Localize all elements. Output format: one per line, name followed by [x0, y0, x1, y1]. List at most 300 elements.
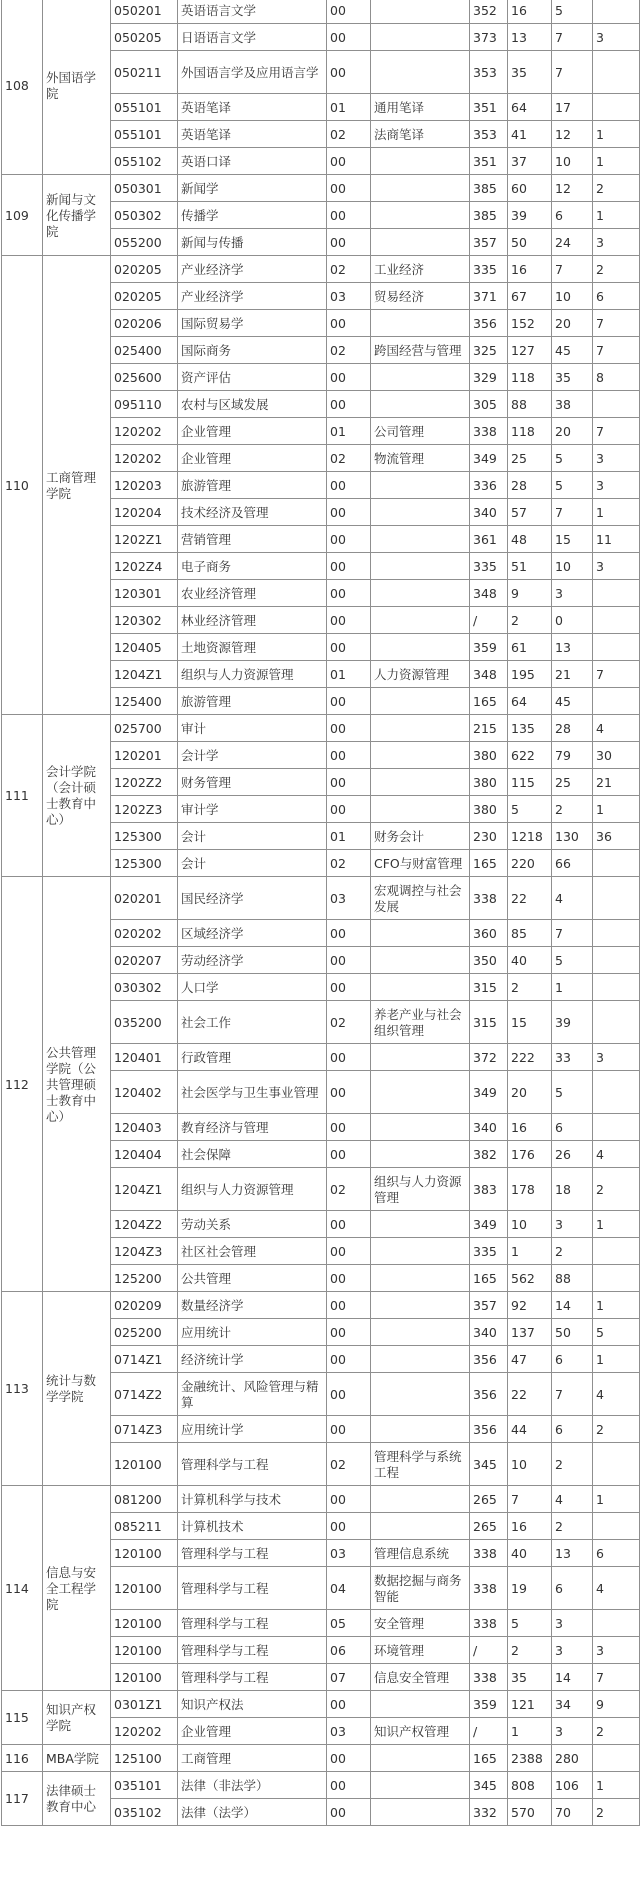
applicants-cell: 20	[508, 1071, 552, 1114]
admitted-cell: 45	[552, 688, 593, 715]
applicants-cell: 64	[508, 688, 552, 715]
applicants-cell: 40	[508, 1540, 552, 1567]
admitted-cell: 5	[552, 0, 593, 24]
major-name-cell: 社会工作	[178, 1001, 327, 1044]
exempt-cell: 1	[593, 1346, 640, 1373]
admitted-cell: 2	[552, 1238, 593, 1265]
min-score-cell: 372	[470, 1044, 508, 1071]
applicants-cell: 2	[508, 607, 552, 634]
major-code-cell: 120201	[111, 742, 178, 769]
exempt-cell	[593, 1443, 640, 1486]
major-name-cell: 数量经济学	[178, 1292, 327, 1319]
admitted-cell: 280	[552, 1745, 593, 1772]
table-row	[2, 175, 640, 202]
major-code-cell: 120100	[111, 1610, 178, 1637]
admitted-cell: 25	[552, 769, 593, 796]
min-score-cell: 359	[470, 634, 508, 661]
min-score-cell: 345	[470, 1772, 508, 1799]
major-name-cell: 应用统计学	[178, 1416, 327, 1443]
direction-name-cell	[371, 920, 470, 947]
admitted-cell: 4	[552, 877, 593, 920]
major-code-cell: 120403	[111, 1114, 178, 1141]
college-code-cell: 115	[2, 1691, 43, 1745]
direction-name-cell	[371, 0, 470, 24]
direction-code-cell: 00	[327, 526, 371, 553]
major-code-cell: 020205	[111, 256, 178, 283]
applicants-cell: 35	[508, 51, 552, 94]
direction-name-cell	[371, 310, 470, 337]
college-name-cell: 外国语学院	[43, 0, 111, 175]
admitted-cell: 34	[552, 1691, 593, 1718]
direction-code-cell: 00	[327, 1346, 371, 1373]
min-score-cell: 315	[470, 1001, 508, 1044]
table-row	[2, 0, 640, 24]
direction-name-cell	[371, 769, 470, 796]
min-score-cell: 356	[470, 310, 508, 337]
direction-name-cell	[371, 1691, 470, 1718]
major-name-cell: 英语口译	[178, 148, 327, 175]
admitted-cell: 3	[552, 1637, 593, 1664]
applicants-cell: 808	[508, 1772, 552, 1799]
admitted-cell: 66	[552, 850, 593, 877]
exempt-cell: 7	[593, 418, 640, 445]
major-name-cell: 公共管理	[178, 1265, 327, 1292]
major-name-cell: 计算机技术	[178, 1513, 327, 1540]
min-score-cell: 349	[470, 1071, 508, 1114]
direction-name-cell	[371, 1513, 470, 1540]
min-score-cell: 380	[470, 769, 508, 796]
exempt-cell: 3	[593, 553, 640, 580]
direction-name-cell: 管理科学与系统工程	[371, 1443, 470, 1486]
direction-code-cell: 00	[327, 1486, 371, 1513]
direction-code-cell: 00	[327, 715, 371, 742]
direction-name-cell	[371, 1745, 470, 1772]
admitted-cell: 1	[552, 974, 593, 1001]
min-score-cell: 165	[470, 850, 508, 877]
direction-code-cell: 00	[327, 1071, 371, 1114]
direction-code-cell: 00	[327, 1513, 371, 1540]
min-score-cell: 230	[470, 823, 508, 850]
major-name-cell: 国际贸易学	[178, 310, 327, 337]
exempt-cell: 1	[593, 121, 640, 148]
major-name-cell: 英语笔译	[178, 94, 327, 121]
exempt-cell: 36	[593, 823, 640, 850]
direction-name-cell	[371, 1071, 470, 1114]
applicants-cell: 7	[508, 1486, 552, 1513]
admitted-cell: 10	[552, 283, 593, 310]
exempt-cell: 2	[593, 1799, 640, 1826]
direction-name-cell	[371, 1238, 470, 1265]
direction-name-cell	[371, 1799, 470, 1826]
min-score-cell: 265	[470, 1486, 508, 1513]
exempt-cell: 2	[593, 1718, 640, 1745]
applicants-cell: 570	[508, 1799, 552, 1826]
major-code-cell: 125300	[111, 823, 178, 850]
applicants-cell: 562	[508, 1265, 552, 1292]
direction-code-cell: 00	[327, 796, 371, 823]
major-code-cell: 125100	[111, 1745, 178, 1772]
admitted-cell: 28	[552, 715, 593, 742]
major-code-cell: 030302	[111, 974, 178, 1001]
direction-name-cell: 跨国经营与管理	[371, 337, 470, 364]
admitted-cell: 24	[552, 229, 593, 256]
applicants-cell: 22	[508, 877, 552, 920]
direction-name-cell	[371, 391, 470, 418]
major-code-cell: 125400	[111, 688, 178, 715]
admitted-cell: 5	[552, 445, 593, 472]
applicants-cell: 41	[508, 121, 552, 148]
exempt-cell: 3	[593, 472, 640, 499]
min-score-cell: 361	[470, 526, 508, 553]
major-code-cell: 120100	[111, 1567, 178, 1610]
applicants-cell: 60	[508, 175, 552, 202]
direction-code-cell: 00	[327, 1745, 371, 1772]
admitted-cell: 3	[552, 1211, 593, 1238]
direction-code-cell: 02	[327, 1443, 371, 1486]
exempt-cell: 5	[593, 1319, 640, 1346]
direction-name-cell	[371, 202, 470, 229]
major-code-cell: 0714Z3	[111, 1416, 178, 1443]
direction-code-cell: 00	[327, 1319, 371, 1346]
exempt-cell: 1	[593, 1486, 640, 1513]
direction-name-cell	[371, 148, 470, 175]
min-score-cell: 338	[470, 877, 508, 920]
direction-code-cell: 00	[327, 974, 371, 1001]
major-name-cell: 会计	[178, 823, 327, 850]
table-row	[2, 877, 640, 920]
major-code-cell: 0301Z1	[111, 1691, 178, 1718]
exempt-cell	[593, 580, 640, 607]
exempt-cell: 3	[593, 1637, 640, 1664]
admitted-cell: 88	[552, 1265, 593, 1292]
exempt-cell	[593, 920, 640, 947]
admitted-cell: 7	[552, 51, 593, 94]
direction-name-cell: 信息安全管理	[371, 1664, 470, 1691]
min-score-cell: 356	[470, 1346, 508, 1373]
admitted-cell: 106	[552, 1772, 593, 1799]
exempt-cell	[593, 1745, 640, 1772]
direction-name-cell	[371, 1319, 470, 1346]
direction-name-cell	[371, 51, 470, 94]
min-score-cell: 340	[470, 1319, 508, 1346]
major-code-cell: 120301	[111, 580, 178, 607]
direction-name-cell	[371, 1211, 470, 1238]
applicants-cell: 121	[508, 1691, 552, 1718]
direction-name-cell	[371, 1292, 470, 1319]
applicants-cell: 176	[508, 1141, 552, 1168]
direction-name-cell	[371, 499, 470, 526]
min-score-cell: 215	[470, 715, 508, 742]
min-score-cell: 385	[470, 175, 508, 202]
min-score-cell: 349	[470, 1211, 508, 1238]
major-name-cell: 会计	[178, 850, 327, 877]
direction-name-cell: 物流管理	[371, 445, 470, 472]
direction-code-cell: 00	[327, 1265, 371, 1292]
major-name-cell: 劳动经济学	[178, 947, 327, 974]
major-code-cell: 025700	[111, 715, 178, 742]
major-code-cell: 050301	[111, 175, 178, 202]
exempt-cell	[593, 0, 640, 24]
exempt-cell	[593, 607, 640, 634]
direction-name-cell	[371, 974, 470, 1001]
admitted-cell: 39	[552, 1001, 593, 1044]
direction-code-cell: 00	[327, 947, 371, 974]
min-score-cell: 349	[470, 445, 508, 472]
major-code-cell: 025600	[111, 364, 178, 391]
direction-code-cell: 05	[327, 1610, 371, 1637]
major-name-cell: 国民经济学	[178, 877, 327, 920]
major-name-cell: 金融统计、风险管理与精算	[178, 1373, 327, 1416]
admitted-cell: 14	[552, 1664, 593, 1691]
applicants-cell: 16	[508, 1513, 552, 1540]
exempt-cell: 3	[593, 24, 640, 51]
major-name-cell: 财务管理	[178, 769, 327, 796]
major-code-cell: 055101	[111, 94, 178, 121]
table-row	[2, 256, 640, 283]
direction-code-cell: 00	[327, 553, 371, 580]
min-score-cell: 338	[470, 1567, 508, 1610]
exempt-cell	[593, 1238, 640, 1265]
applicants-cell: 1	[508, 1238, 552, 1265]
min-score-cell: 357	[470, 1292, 508, 1319]
admitted-cell: 13	[552, 1540, 593, 1567]
exempt-cell: 30	[593, 742, 640, 769]
major-name-cell: 产业经济学	[178, 256, 327, 283]
major-name-cell: 电子商务	[178, 553, 327, 580]
major-code-cell: 120405	[111, 634, 178, 661]
major-code-cell: 1202Z3	[111, 796, 178, 823]
direction-code-cell: 00	[327, 580, 371, 607]
min-score-cell: 382	[470, 1141, 508, 1168]
exempt-cell	[593, 94, 640, 121]
min-score-cell: 353	[470, 51, 508, 94]
exempt-cell: 1	[593, 499, 640, 526]
direction-code-cell: 00	[327, 1416, 371, 1443]
major-name-cell: 企业管理	[178, 1718, 327, 1745]
exempt-cell: 6	[593, 283, 640, 310]
table-row	[2, 1292, 640, 1319]
applicants-cell: 19	[508, 1567, 552, 1610]
applicants-cell: 118	[508, 418, 552, 445]
applicants-cell: 64	[508, 94, 552, 121]
applicants-cell: 195	[508, 661, 552, 688]
major-name-cell: 管理科学与工程	[178, 1664, 327, 1691]
major-name-cell: 营销管理	[178, 526, 327, 553]
direction-code-cell: 00	[327, 607, 371, 634]
major-name-cell: 资产评估	[178, 364, 327, 391]
admitted-cell: 6	[552, 1567, 593, 1610]
major-name-cell: 人口学	[178, 974, 327, 1001]
applicants-cell: 152	[508, 310, 552, 337]
direction-name-cell: 法商笔译	[371, 121, 470, 148]
table-row	[2, 1486, 640, 1513]
min-score-cell: 165	[470, 1745, 508, 1772]
applicants-cell: 67	[508, 283, 552, 310]
major-code-cell: 035102	[111, 1799, 178, 1826]
direction-code-cell: 01	[327, 94, 371, 121]
min-score-cell: 350	[470, 947, 508, 974]
major-name-cell: 社会保障	[178, 1141, 327, 1168]
college-name-cell: 公共管理学院（公共管理硕士教育中心）	[43, 877, 111, 1292]
admitted-cell: 18	[552, 1168, 593, 1211]
direction-code-cell: 03	[327, 1718, 371, 1745]
major-code-cell: 1204Z1	[111, 1168, 178, 1211]
min-score-cell: 359	[470, 1691, 508, 1718]
major-code-cell: 020201	[111, 877, 178, 920]
min-score-cell: 348	[470, 580, 508, 607]
major-code-cell: 050302	[111, 202, 178, 229]
direction-name-cell: 贸易经济	[371, 283, 470, 310]
exempt-cell	[593, 1610, 640, 1637]
admitted-cell: 0	[552, 607, 593, 634]
direction-name-cell	[371, 1486, 470, 1513]
applicants-cell: 135	[508, 715, 552, 742]
major-name-cell: 应用统计	[178, 1319, 327, 1346]
admitted-cell: 2	[552, 796, 593, 823]
major-name-cell: 计算机科学与技术	[178, 1486, 327, 1513]
direction-code-cell: 06	[327, 1637, 371, 1664]
direction-name-cell: CFO与财富管理	[371, 850, 470, 877]
major-name-cell: 旅游管理	[178, 472, 327, 499]
admitted-cell: 35	[552, 364, 593, 391]
college-code-cell: 110	[2, 256, 43, 715]
direction-code-cell: 04	[327, 1567, 371, 1610]
admitted-cell: 3	[552, 580, 593, 607]
direction-code-cell: 00	[327, 688, 371, 715]
min-score-cell: 340	[470, 499, 508, 526]
direction-name-cell	[371, 1373, 470, 1416]
direction-name-cell: 安全管理	[371, 1610, 470, 1637]
exempt-cell	[593, 1265, 640, 1292]
applicants-cell: 2	[508, 1637, 552, 1664]
table-row	[2, 1772, 640, 1799]
major-name-cell: 审计	[178, 715, 327, 742]
table-row	[2, 715, 640, 742]
min-score-cell: 356	[470, 1416, 508, 1443]
major-code-cell: 085211	[111, 1513, 178, 1540]
admitted-cell: 26	[552, 1141, 593, 1168]
min-score-cell: 338	[470, 418, 508, 445]
direction-name-cell: 人力资源管理	[371, 661, 470, 688]
admitted-cell: 6	[552, 1114, 593, 1141]
major-name-cell: 管理科学与工程	[178, 1567, 327, 1610]
college-code-cell: 113	[2, 1292, 43, 1486]
major-name-cell: 法律（法学）	[178, 1799, 327, 1826]
applicants-cell: 61	[508, 634, 552, 661]
direction-name-cell: 组织与人力资源管理	[371, 1168, 470, 1211]
exempt-cell: 1	[593, 1292, 640, 1319]
major-code-cell: 120100	[111, 1443, 178, 1486]
direction-code-cell: 00	[327, 1114, 371, 1141]
exempt-cell: 2	[593, 1416, 640, 1443]
direction-code-cell: 00	[327, 1238, 371, 1265]
direction-name-cell: 养老产业与社会组织管理	[371, 1001, 470, 1044]
admitted-cell: 5	[552, 472, 593, 499]
min-score-cell: 351	[470, 94, 508, 121]
major-code-cell: 020209	[111, 1292, 178, 1319]
direction-code-cell: 00	[327, 175, 371, 202]
major-code-cell: 055101	[111, 121, 178, 148]
direction-code-cell: 00	[327, 148, 371, 175]
direction-code-cell: 00	[327, 920, 371, 947]
min-score-cell: 371	[470, 283, 508, 310]
min-score-cell: 380	[470, 742, 508, 769]
major-name-cell: 社区社会管理	[178, 1238, 327, 1265]
major-code-cell: 1202Z2	[111, 769, 178, 796]
direction-code-cell: 07	[327, 1664, 371, 1691]
direction-name-cell	[371, 1772, 470, 1799]
exempt-cell: 4	[593, 1141, 640, 1168]
direction-name-cell: 工业经济	[371, 256, 470, 283]
direction-code-cell: 02	[327, 121, 371, 148]
direction-code-cell: 02	[327, 1001, 371, 1044]
admitted-cell: 12	[552, 121, 593, 148]
direction-code-cell: 00	[327, 499, 371, 526]
direction-name-cell	[371, 947, 470, 974]
applicants-cell: 47	[508, 1346, 552, 1373]
admitted-cell: 10	[552, 553, 593, 580]
admitted-cell: 2	[552, 1513, 593, 1540]
direction-code-cell: 00	[327, 24, 371, 51]
college-name-cell: 工商管理学院	[43, 256, 111, 715]
direction-name-cell: 环境管理	[371, 1637, 470, 1664]
exempt-cell	[593, 1071, 640, 1114]
direction-name-cell	[371, 1141, 470, 1168]
min-score-cell: 380	[470, 796, 508, 823]
college-name-cell: 新闻与文化传播学院	[43, 175, 111, 256]
major-code-cell: 1202Z1	[111, 526, 178, 553]
applicants-cell: 10	[508, 1443, 552, 1486]
direction-name-cell: 通用笔译	[371, 94, 470, 121]
major-name-cell: 林业经济管理	[178, 607, 327, 634]
major-code-cell: 120100	[111, 1540, 178, 1567]
min-score-cell: 335	[470, 553, 508, 580]
applicants-cell: 10	[508, 1211, 552, 1238]
exempt-cell: 2	[593, 256, 640, 283]
college-code-cell: 108	[2, 0, 43, 175]
direction-code-cell: 02	[327, 1168, 371, 1211]
direction-name-cell	[371, 1346, 470, 1373]
exempt-cell: 3	[593, 445, 640, 472]
major-name-cell: 农村与区域发展	[178, 391, 327, 418]
direction-code-cell: 02	[327, 445, 371, 472]
min-score-cell: /	[470, 1718, 508, 1745]
min-score-cell: 265	[470, 1513, 508, 1540]
direction-name-cell	[371, 688, 470, 715]
direction-code-cell: 00	[327, 391, 371, 418]
direction-code-cell: 00	[327, 202, 371, 229]
min-score-cell: 165	[470, 688, 508, 715]
major-name-cell: 会计学	[178, 742, 327, 769]
direction-name-cell	[371, 229, 470, 256]
exempt-cell	[593, 688, 640, 715]
major-name-cell: 社会医学与卫生事业管理	[178, 1071, 327, 1114]
major-name-cell: 知识产权法	[178, 1691, 327, 1718]
min-score-cell: 383	[470, 1168, 508, 1211]
min-score-cell: 385	[470, 202, 508, 229]
admitted-cell: 20	[552, 310, 593, 337]
exempt-cell: 3	[593, 1044, 640, 1071]
applicants-cell: 22	[508, 1373, 552, 1416]
direction-name-cell	[371, 553, 470, 580]
min-score-cell: 353	[470, 121, 508, 148]
major-name-cell: 旅游管理	[178, 688, 327, 715]
direction-name-cell	[371, 24, 470, 51]
major-code-cell: 0714Z2	[111, 1373, 178, 1416]
direction-code-cell: 01	[327, 418, 371, 445]
major-name-cell: 经济统计学	[178, 1346, 327, 1373]
admitted-cell: 130	[552, 823, 593, 850]
